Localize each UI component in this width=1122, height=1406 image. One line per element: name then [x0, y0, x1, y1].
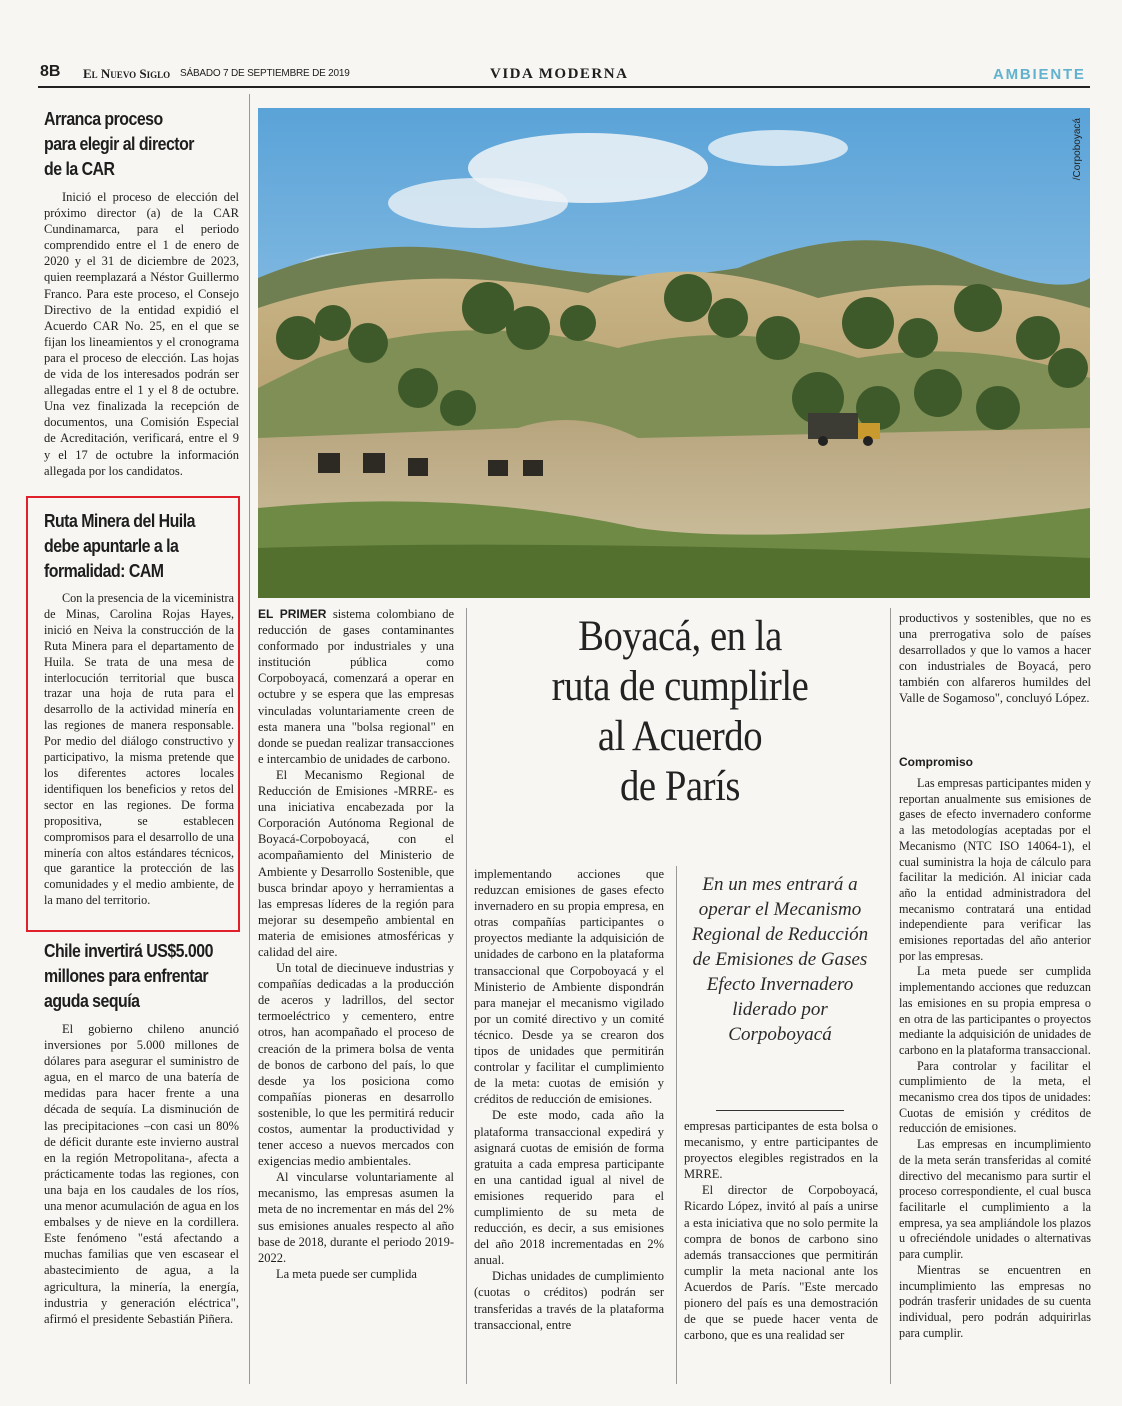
- title-line: debe apuntarle a la: [44, 535, 179, 556]
- title-line: de la CAR: [44, 158, 115, 179]
- headline-line: de París: [619, 763, 741, 810]
- brief-huila: [44, 508, 236, 909]
- paragraph: Las empresas participantes miden y reportan anualmente sus emisiones de gases de efecto invernadero conforme a las metodologías aceptadas por el Mecanismo (NTC ISO 14064-1), el cual suministra la hoja de cálculo para facilitar la medición. Al iniciar cada año la entidad administradora del mecanismo contratará una entidad independiente para verificar las emisiones reportadas del año anterior por las empresas.: [899, 776, 1091, 963]
- title-line: para elegir al director: [44, 133, 194, 154]
- header-rule: [38, 86, 1090, 88]
- paragraph: Inició el proceso de elección del próximo director (a) de la CAR Cundinamarca, para el periodo comprendido entre el 1 de enero de 2020 y el 31 de diciembre de 2023, quien reemplazará a Néstor Guillermo Franco. Para este proceso, el Consejo Directivo de la entidad expidió el Acuerdo CAR No. 25, en el que se fijan los lineamientos y el cronograma para el proceso de elección. Las hojas de vida de los interesados podrán ser allegadas entre el 1 y el 8 de octubre. Una vez finalizada la recepción de documentos, una Comisión Especial de Acreditación, verificará, entre el 9 y el 17 de octubre la información allegada por los candidatos.: [44, 190, 239, 478]
- brief-body: [44, 189, 239, 479]
- topic-label: AMBIENTE: [993, 66, 1086, 83]
- title-line: aguda sequía: [44, 990, 140, 1011]
- article-column-4: [899, 610, 1091, 707]
- brief-title: [44, 508, 209, 583]
- paragraph: De este modo, cada año la plataforma transaccional expedirá y asignará cuotas de emisión de forma gratuita a cada empresa participante en una cantidad igual al nivel de emisiones requerido para el cumplimiento de su meta de reducción, es decir, a sus emisiones del año 2018 incrementadas en 2% anual.: [474, 1108, 664, 1268]
- paragraph: Para controlar y facilitar el cumplimiento de la meta, el mecanismo crea dos tipos de unidades: Cuotas de emisión y créditos de reducción de emisiones.: [899, 1058, 1091, 1136]
- paragraph: Dichas unidades de cumplimiento (cuotas o créditos) podrán ser transferidas a través de la plataforma transaccional, entre: [474, 1269, 664, 1332]
- title-line: Chile invertirá US$5.000: [44, 940, 213, 961]
- title-line: millones para enfrentar: [44, 965, 209, 986]
- paragraph: El gobierno chileno anunció inversiones por 5.000 millones de dólares para asegurar el suministro de agua, en el marco de una batería de medidas para hacer frente a una década de sequía. La disminución de las precipitaciones –con casi un 80% de déficit durante este invierno austral en la región Metropolitana-, afecta a prácticamente todas las regiones, con una baja en los caudales de los ríos, una menor acumulación de agua en los embalses y de nieve en la cordillera. Este fenómeno "está afectando a muchas familias que ven escasear el abastecimiento de agua, a la agricultura, la minería, la energía, industria y generación eléctrica", afirmó el presidente Sebastián Piñera.: [44, 1022, 239, 1326]
- lead-text: sistema colombiano de reducción de gases contaminantes conformado por industriales y una institución pública como Corpoboyacá, comenzará a operar en octubre y se espera que las empresas vinculadas voluntariamente creen de esta manera una "bolsa regional" en donde se puedan realizar transacciones e intercambio de unidades de carbono.: [258, 607, 454, 766]
- article-column-1: [258, 606, 454, 1282]
- headline-line: Boyacá, en la: [578, 613, 782, 660]
- brief-body: [44, 1021, 239, 1327]
- paragraph: El Mecanismo Regional de Reducción de Emisiones -MRRE- es una iniciativa encabezada por la Corporación Autónoma Regional de Boyacá-Corpoboyacá, con el acompañamiento del Ministerio de Ambiente y Desarrollo Sostenible, que busca brindar apoyo y herramientas a las empresas líderes de la región para mejorar su desempeño ambiental en materia de emisiones atmosféricas y calidad del aire.: [258, 767, 454, 959]
- page-number: 8B: [40, 63, 61, 80]
- column-divider: [890, 608, 891, 1384]
- paragraph: El director de Corpoboyacá, Ricardo López, invitó al país a unirse a esta iniciativa que no solo permite la compra de bonos de carbono sino además transacciones que permitirán cumplir la meta nacional ante los Acuerdos de París. "Este mercado pionero del país es una demostración de que se puede hacer venta de carbono, que es una realidad ser: [684, 1183, 878, 1343]
- paragraph: Las empresas en incumplimiento de la meta serán transferidas al comité directivo del mecanismo para surtir el proceso correspondiente, el cual busca facilitarle el cumplimiento a la empresa, ya sea ampliándole los plazos u ofreciéndole unidades o alternativas para cumplir.: [899, 1137, 1091, 1262]
- pull-quote: En un mes entrará a operar el Mecanismo Regional de Reducción de Emisiones de Gases Efecto Invernadero liderado por Corpoboyacá: [691, 874, 869, 1045]
- paragraph: implementando acciones que reduzcan emisiones de gases efecto invernadero en su propia empresa, en otras compañías participantes o proyectos mediante la adquisición de unidades de carbono en la plataforma transaccional que Corpoboyacá y el Ministerio de Ambiente dispondrán para manejar el mecanismo vigilado por un comité directivo y un comité técnico. Desde ya se crearon dos tipos de unidades que permitirán controlar y facilitar el cumplimiento de la meta: cuotas de emisión y créditos de reducción de emisiones.: [474, 867, 664, 1107]
- subheading: Compromiso: [899, 755, 974, 769]
- title-line: formalidad: CAM: [44, 560, 164, 581]
- paragraph: [258, 606, 454, 767]
- issue-date: SÁBADO 7 DE SEPTIEMBRE DE 2019: [180, 68, 350, 79]
- brief-chile: [44, 938, 244, 1327]
- title-line: Ruta Minera del Huila: [44, 510, 195, 531]
- paragraph: Mientras se encuentren en incumplimiento las empresas no podrán trasferir unidades de su cuenta individual, pero podrán adquirirlas para cumplir.: [899, 1262, 1091, 1340]
- title-line: Arranca proceso: [44, 108, 163, 129]
- headline-line: al Acuerdo: [597, 713, 763, 760]
- column-divider: [249, 94, 250, 1384]
- photo-credit: /Corpoboyacá: [1072, 118, 1083, 181]
- article-column-3: [684, 1118, 878, 1343]
- headline-line: ruta de cumplirle: [551, 663, 809, 710]
- brief-body: [44, 591, 234, 909]
- paragraph: Con la presencia de la viceministra de Minas, Carolina Rojas Hayes, inició en Neiva la construcción de la Ruta Minera para el departamento de Huila. Se trata de una mesa de interlocución territorial que busca trazar una hoja de ruta para el desarrollo de la actividad minería en las regiones de manera responsable. Por medio del diálogo constructivo y participativo, la misma pretende que los diferentes actores locales identifiquen los beneficios y retos del sector en las regiones. De forma propositiva, se establecen compromisos para el desarrollo de una minería con altos estándares técnicos, que garantice la protección de las comunidades y el medio ambiente, de la mano del territorio.: [44, 591, 234, 908]
- column-divider: [676, 866, 677, 1384]
- paragraph: La meta puede ser cumplida implementando acciones que reduzcan las emisiones en su propia empresa o en otra de las participantes o proyectos mediante la adquisición de unidades de carbono en la plataforma transaccional.: [899, 964, 1091, 1057]
- paragraph: Al vincularse voluntariamente al mecanismo, las empresas asumen la meta de no incrementar en más del 2% sus emisiones anuales respecto al año base de 2018, durante el periodo 2019-2022.: [258, 1170, 454, 1265]
- article-column-4-cont: [899, 776, 1091, 1341]
- article-column-2: [474, 866, 664, 1333]
- section-name: VIDA MODERNA: [490, 66, 629, 82]
- pull-quote-rule: [716, 1110, 844, 1111]
- landscape-photo: [258, 108, 1090, 598]
- column-divider: [466, 608, 467, 1384]
- lead-in: EL PRIMER: [258, 607, 327, 621]
- paragraph: productivos y sostenibles, que no es una prerrogativa solo de países desarrollados y que lo vamos a hacer con industriales de Boyacá, pero también con alfareros humildes del Valle de Sogamoso", concluyó López.: [899, 611, 1091, 706]
- mining-landscape-image: [258, 108, 1090, 598]
- brief-car: [44, 106, 244, 479]
- newspaper-name: El Nuevo Siglo: [83, 66, 171, 81]
- brief-title: [44, 938, 216, 1013]
- paragraph: empresas participantes de esta bolsa o mecanismo, y entre participantes de proyectos elegibles registrados en la MRRE.: [684, 1119, 878, 1182]
- headline: [491, 612, 869, 812]
- brief-title: [44, 106, 216, 181]
- paragraph: Un total de diecinueve industrias y compañías dedicadas a la producción de aceros y ladrillos, del sector termoeléctrico y cementero, entre otros, han acompañado el proceso de creación de la primera bolsa de venta de bonos de carbono del país, lo que desde ya los posiciona como compañías pioneras en desarrollo sostenible, lo que les permitirá reducir costos, aumentar la productividad y tener acceso a nuevos mercados con exigencias medio ambientales.: [258, 961, 454, 1169]
- paragraph: La meta puede ser cumplida: [276, 1266, 417, 1281]
